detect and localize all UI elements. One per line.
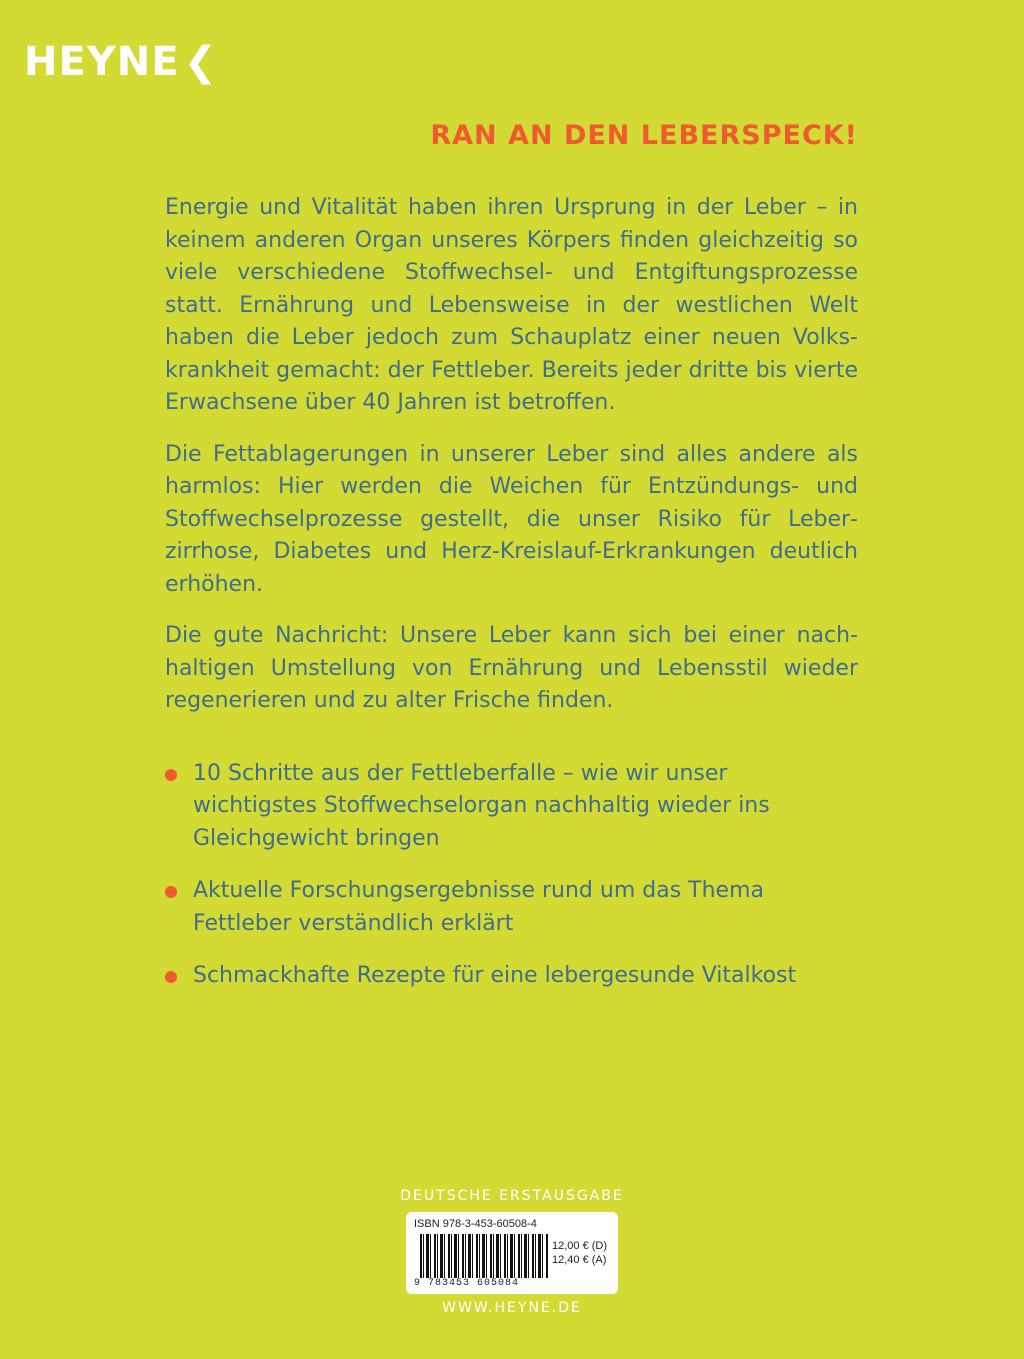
bullet-dot-icon: [165, 886, 177, 898]
paragraph-2: Die Fettablagerungen in unserer Leber sind alles andere als harmlos: Hier werden die Weichen für Entzündungs- und Stoffwechselprozesse gestellt, die unser Risiko für Leberzirrhose, Diabetes und Herz-Kreislauf-Erkrankungen deutlich erhöhen.: [165, 441, 858, 597]
publisher-name: HEYNE: [24, 39, 180, 85]
list-item-text: Schmackhafte Rezepte für eine lebergesunde Vitalkost: [193, 963, 797, 988]
feature-list: [165, 758, 858, 993]
barcode-icon: [420, 1234, 548, 1278]
blurb: [165, 192, 858, 1013]
barcode-box: [406, 1212, 618, 1294]
list-item-text: 10 Schritte aus der Fettleberfalle – wie wir unser wichtigstes Stoffwechselorgan nachhaltig wieder ins Gleichgewicht bringen: [193, 760, 770, 851]
barcode-digits: 9 783453 605084: [414, 1278, 520, 1289]
paragraph-3: Die gute Nachricht: Unsere Leber kann sich bei einer nachhaltigen Umstellung von Ernährung und Lebensstil wieder regenerieren und zu alter Frische finden.: [165, 623, 858, 713]
headline: RAN AN DEN LEBERSPECK!: [430, 120, 858, 151]
price-germany: 12,00 € (D): [552, 1240, 608, 1252]
list-item: [165, 758, 858, 856]
paragraph-1: Energie und Vitalität haben ihren Ursprung in der Leber – in keinem anderen Organ unseres Körpers finden gleichzeitig so viele verschiedene Stoffwechsel- und Entgiftungsprozesse statt. Ernährung und Lebensweise in der westlichen Welt haben die Leber jedoch zum Schauplatz einer neuen Volkskrankheit gemacht: der Fettleber. Bereits jeder dritte bis vierte Erwachsene über 40 Jahren ist betroffen.: [165, 195, 858, 415]
edition-label: DEUTSCHE ERSTAUSGABE: [400, 1188, 624, 1204]
bullet-dot-icon: [165, 769, 177, 781]
list-item: [165, 960, 858, 993]
website: WWW.HEYNE.DE: [442, 1300, 582, 1316]
chevron-left-icon: ❮: [183, 39, 219, 85]
list-item: [165, 875, 858, 940]
list-item-text: Aktuelle Forschungsergebnisse rund um das Thema Fettleber verständlich erklärt: [193, 878, 764, 936]
isbn: ISBN 978-3-453-60508-4: [414, 1218, 537, 1230]
publisher-logo: [24, 40, 218, 84]
bullet-dot-icon: [165, 971, 177, 983]
price-austria: 12,40 € (A): [552, 1254, 607, 1266]
